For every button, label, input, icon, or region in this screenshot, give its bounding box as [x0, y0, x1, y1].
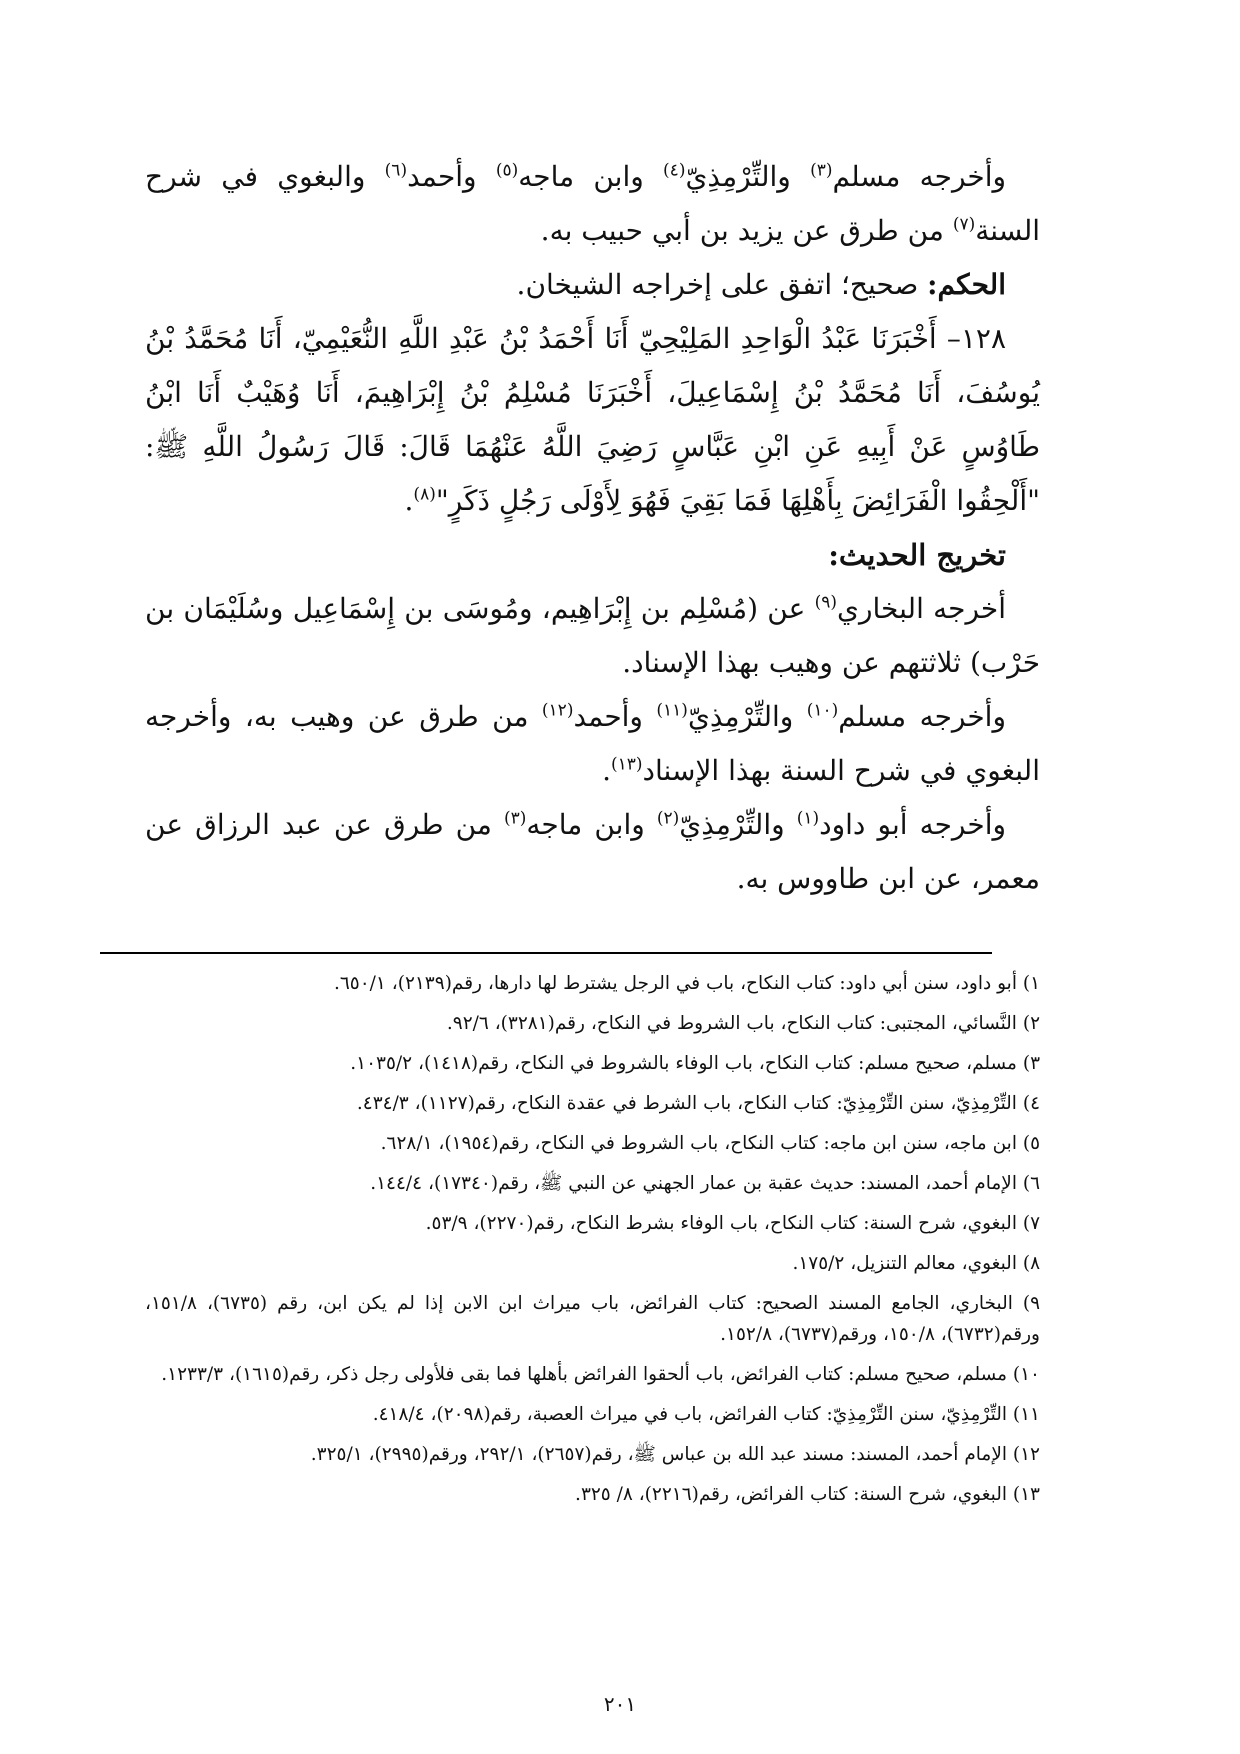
text-run: . [404, 484, 414, 517]
footnote: ٢) النَّسائي، المجتبى: كتاب النكاح، باب الشروط في النكاح، رقم(٣٢٨١)، ٩٢/٦. [446, 1013, 1040, 1034]
footnote-ref[interactable]: (١١) [656, 700, 688, 721]
text-run: والبغوي في شرح السنة [145, 160, 1040, 247]
footnote: ١٠) مسلم، صحيح مسلم: كتاب الفرائض، باب ألحقوا الفرائض بأهلها فما بقى فلأولى رجل ذكر، رقم(١٦١٥)، ١٢٣٣/٣. [161, 1364, 1040, 1385]
footnote: ٣) مسلم، صحيح مسلم: كتاب النكاح، باب الوفاء بالشروط في النكاح، رقم(١٤١٨)، ١٠٣٥/٢. [350, 1053, 1040, 1074]
footnote-ref[interactable]: (٨) [413, 484, 436, 505]
footnotes [145, 968, 1040, 1519]
ruling-paragraph [145, 258, 1040, 312]
footnote-separator [100, 952, 992, 954]
footnote: ١) أبو داود، سنن أبي داود: كتاب النكاح، باب في الرجل يشترط لها دارها، رقم(٢١٣٩)، ٦٥٠/١. [333, 973, 1040, 994]
hadith-128 [145, 312, 1040, 528]
footnote-ref[interactable]: (١٢) [541, 700, 574, 721]
text-run: والتِّرْمِذِيّ [687, 700, 807, 733]
footnote: ١١) التِّرْمِذِيّ، سنن التِّرْمِذِيّ: كتاب الفرائض، باب في ميراث العصبة، رقم(٢٠٩٨)، ٤١٨/٤. [372, 1404, 1040, 1425]
ruling-label: الحكم: [927, 268, 1006, 301]
text-run: وأخرجه أبو داود [819, 808, 1006, 841]
text-run: . [602, 754, 611, 787]
paragraph-muslim-wuhayb [145, 690, 1040, 798]
section-heading: تخريج الحديث: [828, 538, 1006, 572]
footnote: ١٢) الإمام أحمد، المسند: مسند عبد الله بن عباس ﷺ، رقم(٢٦٥٧)، ٢٩٢/١، ورقم(٢٩٩٥)، ٣٢٥/١. [310, 1444, 1040, 1465]
footnote-ref[interactable]: (٦) [384, 160, 408, 181]
footnote-ref[interactable]: (٣) [504, 808, 527, 829]
text-run: أخرجه البخاري [837, 592, 1007, 625]
footnote-ref[interactable]: (٩) [814, 592, 838, 613]
footnote-ref[interactable]: (١) [796, 808, 820, 829]
text-run: وابن ماجه [526, 808, 657, 841]
footnote: ٥) ابن ماجه، سنن ابن ماجه: كتاب النكاح، باب الشروط في النكاح، رقم(١٩٥٤)، ٦٢٨/١. [380, 1133, 1040, 1154]
text-run: من طرق عن يزيد بن أبي حبيب به. [540, 214, 953, 247]
footnote-ref[interactable]: (٤) [663, 160, 686, 181]
paragraph-takhrij-muslim [145, 150, 1040, 258]
text-run: وأحمد [407, 160, 496, 193]
footnote-ref[interactable]: (٣) [810, 160, 833, 181]
footnote-ref[interactable]: (٢) [656, 808, 680, 829]
footnote: ٦) الإمام أحمد، المسند: حديث عقبة بن عمار الجهني عن النبي ﷺ، رقم(١٧٣٤٠)، ١٤٤/٤. [370, 1173, 1040, 1194]
footnote-ref[interactable]: (٧) [952, 214, 976, 235]
text-run: والتِّرْمِذِيّ [679, 808, 797, 841]
ruling-text: صحيح؛ اتفق على إخراجه الشيخان. [516, 268, 928, 301]
footnote: ٧) البغوي، شرح السنة: كتاب النكاح، باب الوفاء بشرط النكاح، رقم(٢٢٧٠)، ٥٣/٩. [425, 1213, 1040, 1234]
text-run: من طرق عن وهيب به، وأخرجه البغوي في شرح السنة بهذا الإسناد [145, 700, 1040, 787]
text-run: وأحمد [573, 700, 657, 733]
text-run: وابن ماجه [518, 160, 664, 193]
footnote: ٩) البخاري، الجامع المسند الصحيح: كتاب الفرائض، باب ميراث ابن الابن إذا لم يكن ابن، رقم (٦٧٣٥)، ١٥١/٨، ورقم(٦٧٣٢)، ١٥٠/٨، ورقم(٦٧٣٧)، ١٥٢/٨. [145, 1293, 1040, 1345]
footnote-ref[interactable]: (١٣) [611, 754, 643, 775]
paragraph-bukhari [145, 582, 1040, 690]
footnote-ref[interactable]: (٥) [495, 160, 519, 181]
text-run: وأخرجه مسلم [838, 700, 1006, 733]
footnote: ٤) التِّرْمِذِيّ، سنن التِّرْمِذِيّ: كتاب النكاح، باب الشرط في عقدة النكاح، رقم(١١٢٧)، ٤٣٤/٣. [356, 1093, 1040, 1114]
footnote-ref[interactable]: (١٠) [806, 700, 839, 721]
text-run: وأخرجه مسلم [832, 160, 1006, 193]
hadith-text: ١٢٨– أَخْبَرَنَا عَبْدُ الْوَاحِدِ المَلِيْحِيّ أَنَا أَحْمَدُ بْنُ عَبْدِ اللَّهِ النُّعَيْمِيّ، أَنَا مُحَمَّدُ بْنُ يُوسُفَ، أَنَا مُحَمَّدُ بْنُ إِسْمَاعِيلَ، أَخْبَرَنَا مُسْلِمُ بْنُ إِبْرَاهِيمَ، أَنَا وُهَيْبٌ أَنَا ابْنُ طَاوُسٍ عَنْ أَبِيهِ عَنِ ابْنِ عَبَّاسٍ رَضِيَ اللَّهُ عَنْهُمَا قَالَ: قَالَ رَسُولُ اللَّهِ ﷺ: "أَلْحِقُوا الْفَرَائِضَ بِأَهْلِهَا فَمَا بَقِيَ فَهُوَ لِأَوْلَى رَجُلٍ ذَكَرٍ" [145, 322, 1040, 517]
text-run: والتِّرْمِذِيّ [685, 160, 811, 193]
text-run: من طرق عن عبد الرزاق عن معمر، عن ابن طاووس به. [145, 808, 1040, 895]
footnote: ١٣) البغوي، شرح السنة: كتاب الفرائض، رقم(٢٢١٦)، ٨/ ٣٢٥. [575, 1484, 1040, 1505]
paragraph-abu-dawud [145, 798, 1040, 906]
page-number: ٢٠١ [603, 1692, 637, 1716]
footnote: ٨) البغوي، معالم التنزيل، ١٧٥/٢. [792, 1253, 1040, 1274]
main-text [145, 150, 1040, 906]
text-run: عن (مُسْلِم بن إِبْرَاهِيم، ومُوسَى بن إِسْمَاعِيل وسُلَيْمَان بن حَرْب) ثلاثتهم عن وهيب بهذا الإسناد. [145, 592, 1040, 679]
